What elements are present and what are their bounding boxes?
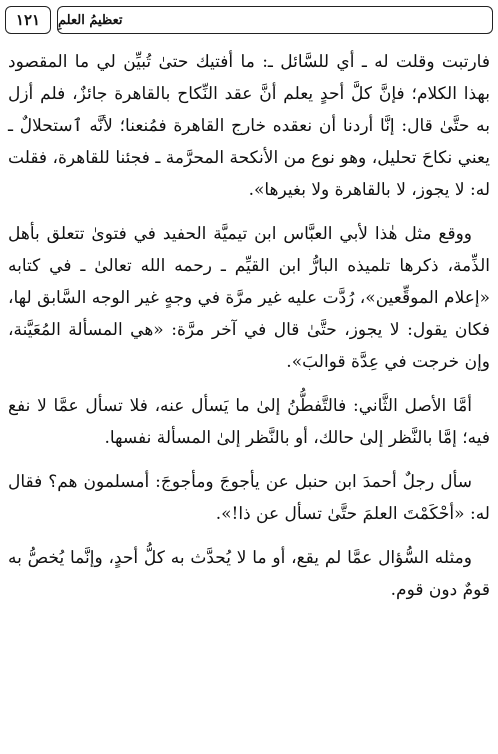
page-body [0, 46, 498, 606]
paragraph-3: أمَّا الأصل الثَّاني: فالتَّفطُّنُ إلىٰ ما يَسأل عنه، فلا تسأل عمَّا لا نفع فيه؛ إمَّا بالنَّظر إلىٰ حالك، أو بالنَّظر إلىٰ المسألة نفسها. [8, 396, 490, 448]
paragraph-2: ووقع مثل هٰذا لأبي العبَّاس ابن تيميَّة الحفيد في فتوىٰ تتعلق بأهل الذِّمة، ذكرها تلميذه البارُّ ابن القيِّم ـ رحمه الله تعالىٰ ـ في كتابه «إعلام الموقِّعين»، رُدَّت عليه غير مرَّة في وجهٍ غير الوجه السَّابق لها، فكان يقول: لا يجوز، حتَّىٰ قال في آخر مرَّة: «هي المسألة المُعَيَّنة، وإن خرجت في عِدَّة قوالبَ». [8, 224, 490, 372]
paragraph-1: فارتبت وقلت له ـ أي للسَّائل ـ: ما أفتيك حتىٰ تُبيِّن لي ما المقصود بهذا الكلام؛ فإنَّ كلَّ أحدٍ يعلم أنَّ عقد النِّكاح بالقاهرة جائزٌ، فلم أزل به حتَّىٰ قال: إنَّا أردنا أن نعقده خارج القاهرة فمُنعنا؛ لأنَّه ٱستحلالٌ ـ يعني نكاحَ تحليل، وهو نوع من الأنكحة المحرَّمة ـ فجئنا للقاهرة، فقلت له: لا يجوز، لا بالقاهرة ولا بغيرها». [8, 52, 490, 200]
running-title-box [57, 6, 493, 34]
page-number: ١٢١ [15, 11, 41, 29]
running-title: تعظيمُ العلمِ [58, 12, 123, 28]
page-header [5, 6, 493, 36]
page-number-box [5, 6, 51, 34]
paragraph-4: سأل رجلٌ أحمدَ ابن حنبل عن يأجوجَ ومأجوجَ: أمسلمون هم؟ فقال له: «أحْكَمْتَ العلمَ حتَّىٰ تسأل عن ذا!». [8, 472, 490, 524]
paragraph-5: ومثله السُّؤال عمَّا لم يقع، أو ما لا يُحدَّث به كلُّ أحدٍ، وإنَّما يُخصُّ به قومٌ دون قوم. [8, 548, 490, 600]
